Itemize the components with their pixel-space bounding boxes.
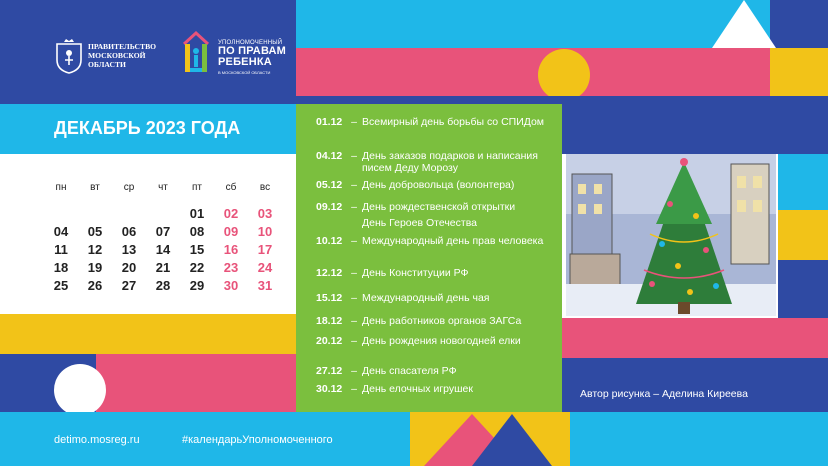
- calendar-day: 15: [189, 241, 205, 257]
- weekday-label: вс: [259, 181, 271, 193]
- calendar-day: 06: [121, 223, 137, 239]
- calendar-day-weekend: 31: [257, 277, 273, 293]
- calendar-day-weekend: 03: [257, 205, 273, 221]
- event-dash: –: [351, 201, 357, 213]
- ombud-line: ПО ПРАВАМ: [218, 45, 287, 57]
- calendar-day-weekend: 17: [257, 241, 273, 257]
- calendar-day: 14: [155, 241, 171, 257]
- event-date: 04.12: [316, 150, 343, 162]
- month-title: ДЕКАБРЬ 2023 ГОДА: [54, 118, 241, 138]
- decor-block: [96, 354, 296, 412]
- calendar-day-weekend: 10: [257, 223, 273, 239]
- calendar-day: 27: [121, 277, 137, 293]
- event-text: День заказов подарков и написания писем Деду Морозу: [362, 150, 538, 174]
- calendar-week: [44, 258, 282, 276]
- event-date: 27.12: [316, 365, 343, 377]
- decor-block: [570, 412, 828, 466]
- weekday-label: вт: [90, 181, 100, 193]
- event-text: День Героев Отечества: [362, 217, 477, 229]
- calendar-day: 12: [87, 241, 103, 257]
- calendar-week: [44, 222, 282, 240]
- calendar-day: 29: [189, 277, 205, 293]
- calendar-week: [44, 276, 282, 294]
- event-text: День спасателя РФ: [362, 365, 457, 377]
- decor-circle: [54, 364, 106, 416]
- calendar-day: 11: [54, 241, 68, 257]
- event-dash: –: [351, 383, 357, 395]
- event-item: [316, 335, 556, 365]
- hashtag: #календарьУполномоченного: [182, 434, 333, 446]
- calendar-day-weekend: 16: [223, 241, 239, 257]
- event-item: [316, 267, 556, 292]
- event-date: 15.12: [316, 292, 343, 304]
- decor-block: [562, 358, 828, 412]
- event-text: День елочных игрушек: [362, 383, 473, 395]
- calendar-day: 04: [53, 223, 69, 239]
- coat-of-arms-icon: [54, 38, 84, 74]
- ombud-region: В МОСКОВСКОЙ ОБЛАСТИ: [218, 70, 271, 75]
- event-dash: –: [351, 235, 357, 247]
- calendar-day: 13: [121, 241, 137, 257]
- ombud-caption: УПОЛНОМОЧЕННЫЙ: [218, 40, 283, 46]
- event-date: 18.12: [316, 315, 343, 327]
- ombud-line: РЕБЕНКА: [218, 56, 272, 68]
- event-dash: –: [351, 116, 357, 128]
- drawing-author: Автор рисунка – Аделина Киреева: [580, 388, 748, 400]
- event-date: 30.12: [316, 383, 343, 395]
- decor-block: [770, 0, 828, 48]
- christmas-tree-drawing: [566, 154, 776, 316]
- weekday-header: [44, 176, 282, 198]
- event-dash: –: [351, 335, 357, 347]
- weekday-label: пн: [55, 181, 67, 193]
- weekday-label: чт: [158, 181, 168, 193]
- month-calendar: [44, 176, 282, 294]
- calendar-day: 25: [53, 277, 69, 293]
- event-dash: –: [351, 292, 357, 304]
- calendar-day-weekend: 30: [223, 277, 239, 293]
- weekday-label: пт: [192, 181, 202, 193]
- event-date: 10.12: [316, 235, 343, 247]
- gov-line: ПРАВИТЕЛЬСТВО: [88, 42, 157, 51]
- house-logo-icon: [180, 30, 212, 76]
- calendar-day: 19: [87, 259, 103, 275]
- calendar-day: 08: [189, 223, 205, 239]
- decor-block: [778, 210, 828, 260]
- decor-block: [778, 154, 828, 210]
- decor-block: [778, 260, 828, 318]
- calendar-day-weekend: 02: [223, 205, 239, 221]
- event-date: 05.12: [316, 179, 343, 191]
- event-item: [316, 383, 556, 399]
- event-text: День Конституции РФ: [362, 267, 469, 279]
- event-date: 01.12: [316, 116, 343, 128]
- events-list: [316, 116, 556, 399]
- gov-line: ОБЛАСТИ: [88, 60, 126, 69]
- decor-block: [0, 314, 296, 354]
- event-item: [316, 179, 556, 201]
- event-item: [316, 315, 556, 335]
- event-item: [316, 201, 556, 217]
- decor-triangle: [472, 414, 552, 466]
- event-date: [316, 217, 346, 235]
- calendar-week: [44, 240, 282, 258]
- calendar-day: 22: [189, 259, 205, 275]
- event-dash: –: [351, 150, 357, 162]
- decor-block: [296, 48, 770, 96]
- weekday-label: сб: [225, 181, 237, 193]
- event-text: Международный день чая: [362, 292, 490, 304]
- ombudsman-name: [218, 40, 286, 75]
- event-item: [316, 150, 556, 179]
- event-text: Международный день прав человека: [362, 235, 544, 247]
- event-dash: –: [351, 365, 357, 377]
- calendar-day: 20: [121, 259, 137, 275]
- event-dash: –: [351, 267, 357, 279]
- event-item: [316, 292, 556, 315]
- event-date: 12.12: [316, 267, 343, 279]
- event-dash: [346, 217, 362, 235]
- decor-block: [770, 48, 828, 96]
- event-text: День работников органов ЗАГСа: [362, 315, 522, 327]
- event-item: [316, 365, 556, 383]
- calendar-week: [44, 204, 282, 222]
- calendar-day: 21: [155, 259, 171, 275]
- gov-line: МОСКОВСКОЙ: [88, 51, 146, 60]
- calendar-day: 01: [189, 205, 205, 221]
- decor-block: [296, 96, 828, 104]
- decor-circle: [538, 49, 590, 101]
- event-date: 20.12: [316, 335, 343, 347]
- event-date: 09.12: [316, 201, 343, 213]
- calendar-day-weekend: 23: [223, 259, 239, 275]
- calendar-day-weekend: 09: [223, 223, 239, 239]
- event-text: Всемирный день борьбы со СПИДом: [362, 116, 545, 128]
- decor-block: [562, 104, 828, 154]
- website-link[interactable]: detimo.mosreg.ru: [54, 434, 140, 446]
- event-dash: –: [351, 179, 357, 191]
- event-text: День рождественской открытки: [362, 201, 516, 213]
- event-text: День рождения новогодней елки: [362, 335, 521, 347]
- decor-block: [562, 318, 828, 358]
- calendar-day: 07: [155, 223, 171, 239]
- calendar-day: 26: [87, 277, 103, 293]
- calendar-day: 05: [87, 223, 103, 239]
- event-dash: –: [351, 315, 357, 327]
- government-name: [88, 42, 174, 69]
- event-text: День добровольца (волонтера): [362, 179, 515, 191]
- calendar-day: 18: [53, 259, 69, 275]
- calendar-day-weekend: 24: [257, 259, 273, 275]
- weekday-label: ср: [123, 181, 135, 193]
- decor-triangle: [712, 0, 776, 48]
- event-item: [316, 235, 556, 267]
- event-item: [316, 116, 556, 150]
- event-item: [316, 217, 556, 235]
- calendar-day: 28: [155, 277, 171, 293]
